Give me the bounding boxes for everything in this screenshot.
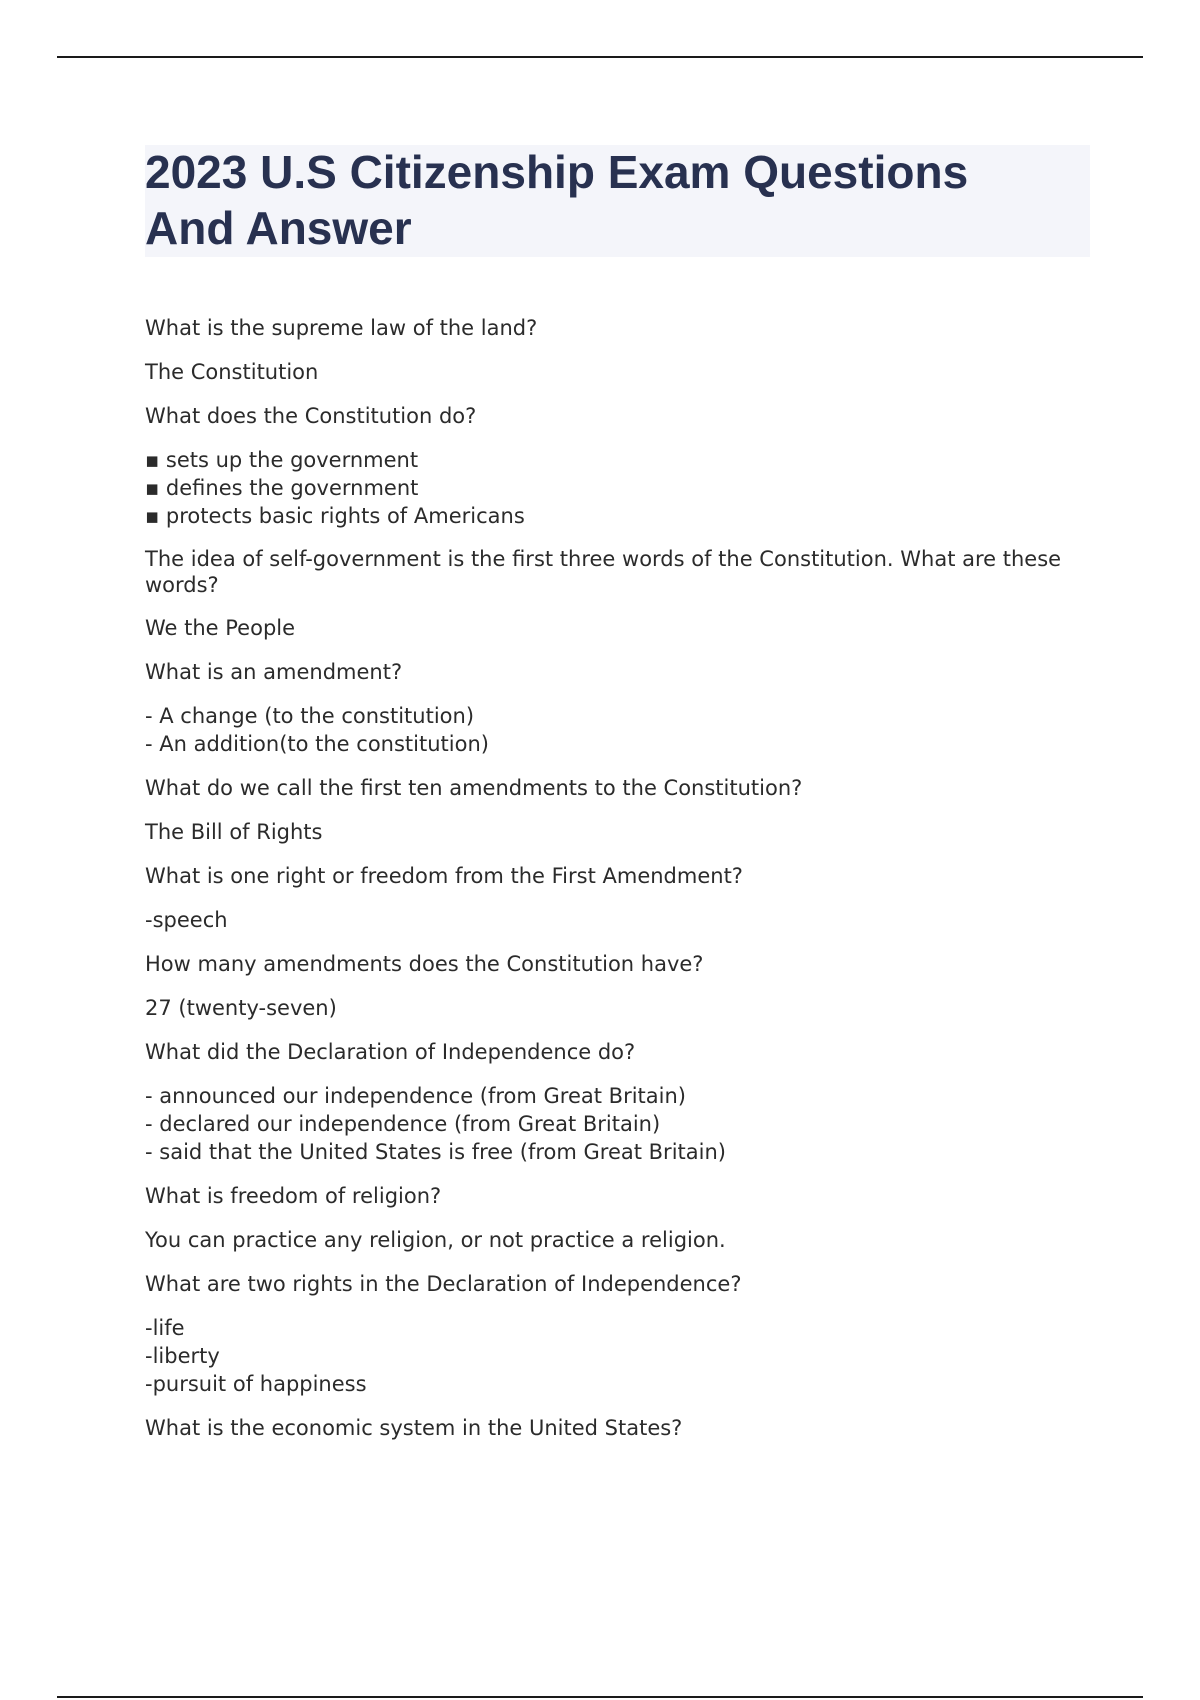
answer-line: - said that the United States is free (from Great Britain) (145, 1140, 726, 1164)
question-4 (145, 658, 1085, 686)
answer-line: - A change (to the constitution) (145, 704, 475, 728)
answer-7 (145, 994, 1085, 1022)
answer-line: We the People (145, 616, 296, 640)
answer-line: 27 (twenty-seven) (145, 996, 337, 1020)
question-text: What is one right or freedom from the First Amendment? (145, 864, 743, 888)
qa-content (145, 314, 1085, 1458)
question-10 (145, 1270, 1085, 1298)
answer-10 (145, 1314, 1085, 1398)
question-9 (145, 1182, 1085, 1210)
title-line-2: And Answer (145, 202, 412, 254)
answer-line: -speech (145, 908, 228, 932)
question-text: What are two rights in the Declaration of Independence? (145, 1272, 742, 1296)
top-rule (57, 56, 1143, 58)
answer-line: -pursuit of happiness (145, 1372, 367, 1396)
question-7 (145, 950, 1085, 978)
answer-line: ▪ defines the government (145, 476, 419, 500)
answer-4 (145, 702, 1085, 758)
question-5 (145, 774, 1085, 802)
question-11 (145, 1414, 1085, 1442)
answer-line: -liberty (145, 1344, 220, 1368)
answer-5 (145, 818, 1085, 846)
question-text: What is the economic system in the United States? (145, 1416, 683, 1440)
question-text: What is freedom of religion? (145, 1184, 442, 1208)
answer-line: - An addition(to the constitution) (145, 732, 489, 756)
question-6 (145, 862, 1085, 890)
answer-line: -life (145, 1316, 185, 1340)
question-3 (145, 546, 1085, 598)
question-text: The idea of self-government is the first three words of the Constitution. What are these words? (145, 547, 1062, 597)
question-text: What is the supreme law of the land? (145, 316, 538, 340)
answer-6 (145, 906, 1085, 934)
question-text: How many amendments does the Constitution have? (145, 952, 704, 976)
answer-9 (145, 1226, 1085, 1254)
bottom-rule (57, 1696, 1143, 1698)
answer-line: The Bill of Rights (145, 820, 323, 844)
answer-line: You can practice any religion, or not practice a religion. (145, 1228, 726, 1252)
question-text: What does the Constitution do? (145, 404, 477, 428)
answer-line: The Constitution (145, 360, 319, 384)
question-2 (145, 402, 1085, 430)
answer-line: ▪ sets up the government (145, 448, 419, 472)
answer-line: - declared our independence (from Great Britain) (145, 1112, 661, 1136)
question-1 (145, 314, 1085, 342)
question-8 (145, 1038, 1085, 1066)
answer-3 (145, 614, 1085, 642)
document-title (145, 144, 1085, 256)
answer-1 (145, 358, 1085, 386)
question-text: What is an amendment? (145, 660, 403, 684)
answer-line: - announced our independence (from Great Britain) (145, 1084, 686, 1108)
question-text: What do we call the first ten amendments to the Constitution? (145, 776, 803, 800)
answer-2 (145, 446, 1085, 530)
answer-8 (145, 1082, 1085, 1166)
question-text: What did the Declaration of Independence do? (145, 1040, 636, 1064)
answer-line: ▪ protects basic rights of Americans (145, 504, 525, 528)
title-line-1: 2023 U.S Citizenship Exam Questions (145, 146, 969, 198)
